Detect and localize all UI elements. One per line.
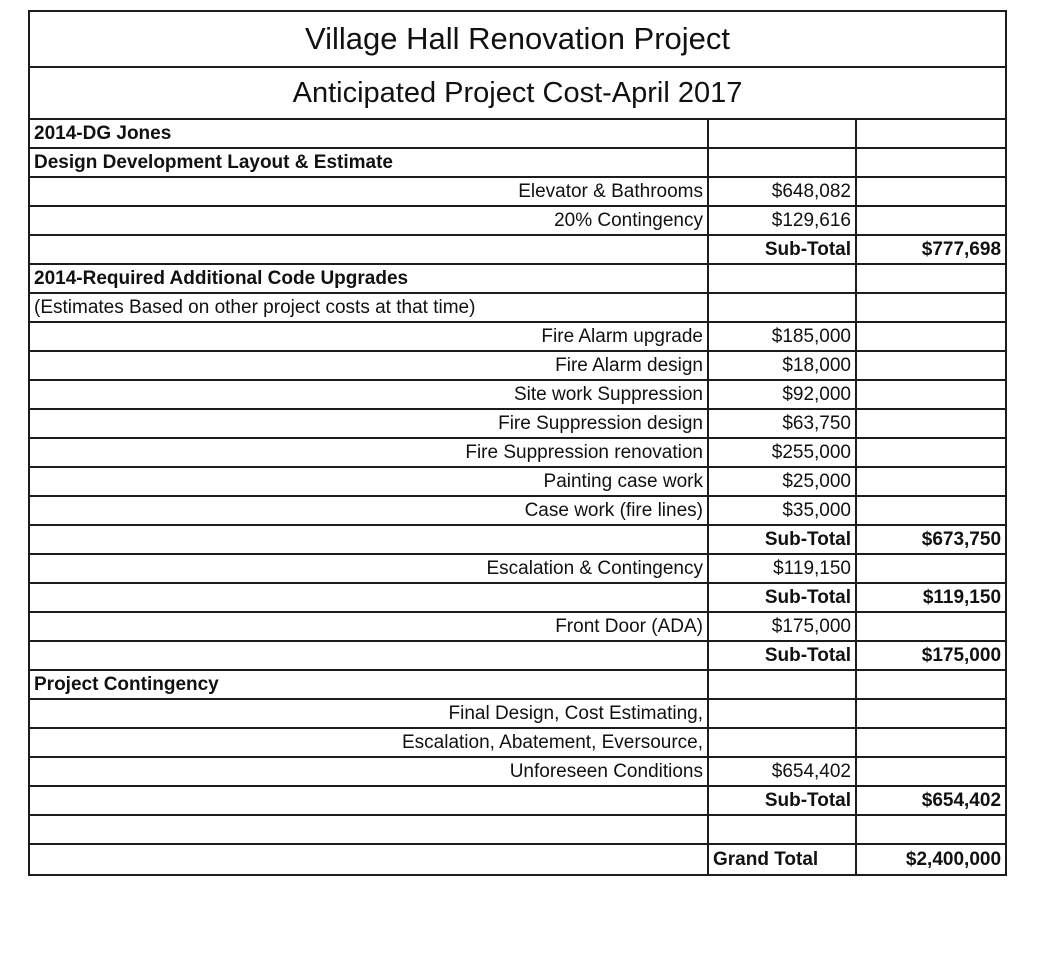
grand-total-row	[29, 844, 1006, 875]
line-item-label: Fire Suppression renovation	[29, 438, 708, 467]
line-item-row	[29, 728, 1006, 757]
total-cell-empty	[856, 554, 1006, 583]
line-item-label: Unforeseen Conditions	[29, 757, 708, 786]
label-cell-empty	[29, 815, 708, 844]
line-item-row	[29, 757, 1006, 786]
line-item-label: Fire Alarm upgrade	[29, 322, 708, 351]
total-cell-empty	[856, 264, 1006, 293]
line-item-row	[29, 438, 1006, 467]
label-cell-empty	[29, 235, 708, 264]
line-item-row	[29, 612, 1006, 641]
total-cell-empty	[856, 438, 1006, 467]
subtotal-row	[29, 235, 1006, 264]
document-title: Village Hall Renovation Project	[29, 11, 1006, 67]
section-heading: 2014-Required Additional Code Upgrades	[29, 264, 708, 293]
subtotal-row	[29, 641, 1006, 670]
blank-row	[29, 815, 1006, 844]
subtotal-label: Sub-Total	[708, 525, 856, 554]
total-cell-empty	[856, 757, 1006, 786]
total-cell-empty	[856, 351, 1006, 380]
subtotal-amount: $119,150	[856, 583, 1006, 612]
document-subtitle: Anticipated Project Cost-April 2017	[29, 67, 1006, 119]
section-header-row	[29, 264, 1006, 293]
line-item-label: Fire Alarm design	[29, 351, 708, 380]
line-item-label: Painting case work	[29, 467, 708, 496]
subtotal-amount: $673,750	[856, 525, 1006, 554]
section-heading: Project Contingency	[29, 670, 708, 699]
line-item-row	[29, 467, 1006, 496]
line-item-amount: $18,000	[708, 351, 856, 380]
line-item-label: 20% Contingency	[29, 206, 708, 235]
cost-table	[28, 10, 1007, 876]
total-cell-empty	[856, 322, 1006, 351]
total-cell-empty	[856, 815, 1006, 844]
subtotal-row	[29, 583, 1006, 612]
line-item-amount: $654,402	[708, 757, 856, 786]
note-row	[29, 293, 1006, 322]
section-heading: Design Development Layout & Estimate	[29, 148, 708, 177]
total-cell-empty	[856, 206, 1006, 235]
subtotal-amount: $175,000	[856, 641, 1006, 670]
subtotal-label: Sub-Total	[708, 583, 856, 612]
line-item-amount: $185,000	[708, 322, 856, 351]
total-cell-empty	[856, 409, 1006, 438]
line-item-amount: $92,000	[708, 380, 856, 409]
line-item-row	[29, 177, 1006, 206]
grand-total-label: Grand Total	[708, 844, 856, 875]
amount-cell-empty	[708, 670, 856, 699]
line-item-row	[29, 699, 1006, 728]
subtotal-label: Sub-Total	[708, 786, 856, 815]
amount-cell-empty	[708, 148, 856, 177]
label-cell-empty	[29, 525, 708, 554]
subtotal-amount: $777,698	[856, 235, 1006, 264]
line-item-row	[29, 380, 1006, 409]
line-item-label: Front Door (ADA)	[29, 612, 708, 641]
total-cell-empty	[856, 699, 1006, 728]
total-cell-empty	[856, 293, 1006, 322]
subtotal-label: Sub-Total	[708, 235, 856, 264]
line-item-amount: $119,150	[708, 554, 856, 583]
total-cell-empty	[856, 148, 1006, 177]
label-cell-empty	[29, 583, 708, 612]
total-cell-empty	[856, 728, 1006, 757]
line-item-row	[29, 322, 1006, 351]
label-cell-empty	[29, 786, 708, 815]
subtotal-row	[29, 525, 1006, 554]
section-header-row	[29, 670, 1006, 699]
section-header-row	[29, 148, 1006, 177]
line-item-label: Escalation & Contingency	[29, 554, 708, 583]
cost-table-body	[29, 11, 1006, 875]
line-item-row	[29, 496, 1006, 525]
total-cell-empty	[856, 612, 1006, 641]
line-item-label: Case work (fire lines)	[29, 496, 708, 525]
total-cell-empty	[856, 496, 1006, 525]
label-cell-empty	[29, 844, 708, 875]
line-item-label: Escalation, Abatement, Eversource,	[29, 728, 708, 757]
title-row	[29, 11, 1006, 67]
subtotal-amount: $654,402	[856, 786, 1006, 815]
line-item-amount: $63,750	[708, 409, 856, 438]
line-item-amount	[708, 699, 856, 728]
line-item-label: Fire Suppression design	[29, 409, 708, 438]
line-item-row	[29, 206, 1006, 235]
line-item-amount	[708, 728, 856, 757]
line-item-label: Final Design, Cost Estimating,	[29, 699, 708, 728]
label-cell-empty	[29, 641, 708, 670]
section-heading: 2014-DG Jones	[29, 119, 708, 148]
line-item-row	[29, 409, 1006, 438]
line-item-amount: $175,000	[708, 612, 856, 641]
subtitle-row	[29, 67, 1006, 119]
line-item-row	[29, 554, 1006, 583]
line-item-label: Site work Suppression	[29, 380, 708, 409]
grand-total-amount: $2,400,000	[856, 844, 1006, 875]
amount-cell-empty	[708, 815, 856, 844]
line-item-amount: $35,000	[708, 496, 856, 525]
line-item-row	[29, 351, 1006, 380]
line-item-amount: $25,000	[708, 467, 856, 496]
total-cell-empty	[856, 380, 1006, 409]
amount-cell-empty	[708, 119, 856, 148]
subtotal-label: Sub-Total	[708, 641, 856, 670]
amount-cell-empty	[708, 264, 856, 293]
total-cell-empty	[856, 177, 1006, 206]
line-item-label: Elevator & Bathrooms	[29, 177, 708, 206]
line-item-amount: $648,082	[708, 177, 856, 206]
total-cell-empty	[856, 119, 1006, 148]
total-cell-empty	[856, 670, 1006, 699]
line-item-amount: $129,616	[708, 206, 856, 235]
line-item-amount: $255,000	[708, 438, 856, 467]
section-header-row	[29, 119, 1006, 148]
section-note: (Estimates Based on other project costs at that time)	[29, 293, 708, 322]
amount-cell-empty	[708, 293, 856, 322]
subtotal-row	[29, 786, 1006, 815]
total-cell-empty	[856, 467, 1006, 496]
